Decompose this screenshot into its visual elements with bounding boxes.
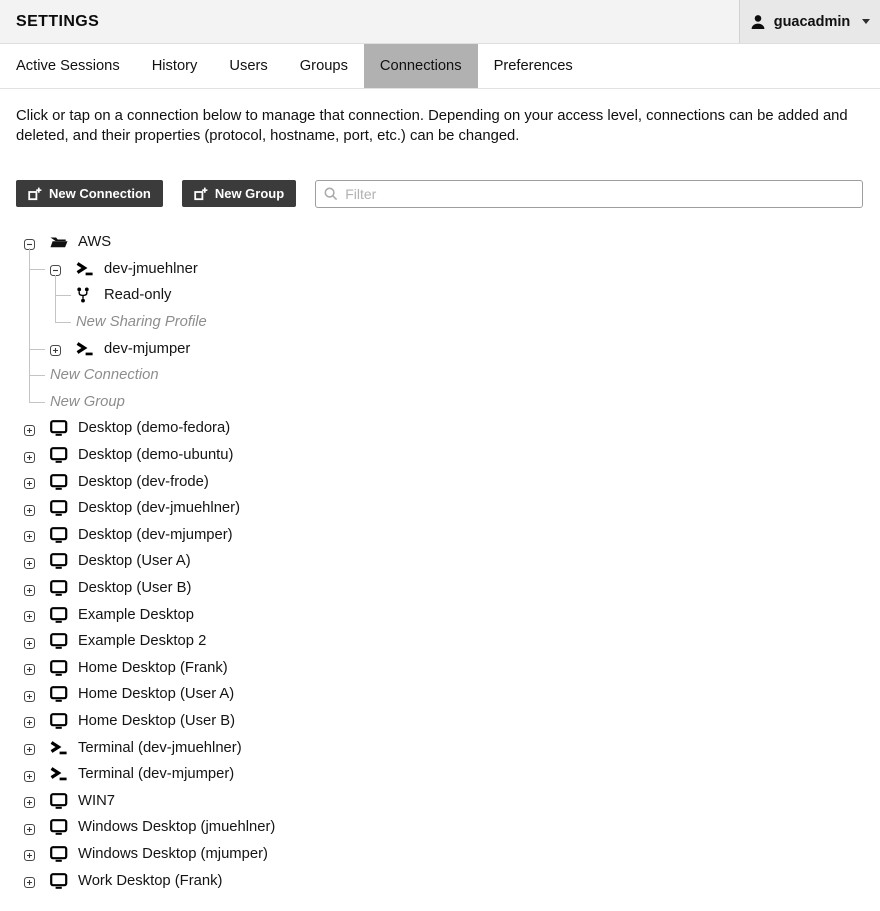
tab-active-sessions[interactable]: Active Sessions [16, 58, 120, 74]
terminal-icon [68, 335, 104, 362]
expand-toggle-icon[interactable] [24, 503, 35, 514]
toggle-cell [16, 229, 42, 256]
tree-connector-elbow [42, 309, 68, 336]
tree-item-label[interactable]: Desktop (dev-jmuehlner) [78, 500, 241, 517]
monitor-icon [42, 415, 78, 442]
toggle-cell [16, 841, 42, 868]
monitor-icon [42, 681, 78, 708]
add-object-icon [28, 187, 42, 201]
tree-connector-tee [42, 282, 68, 309]
toggle-cell [16, 468, 42, 495]
toggle-cell [16, 867, 42, 894]
tab-connections[interactable]: Connections [364, 44, 478, 88]
tree-item-label[interactable]: Home Desktop (User B) [78, 712, 236, 729]
monitor-icon [42, 522, 78, 549]
expand-toggle-icon[interactable] [24, 715, 35, 726]
tree-item[interactable] [16, 335, 864, 362]
monitor-icon [42, 628, 78, 655]
tree-item-label[interactable]: Terminal (dev-jmuehlner) [78, 739, 242, 756]
tree-item-label[interactable]: Terminal (dev-mjumper) [78, 766, 235, 783]
toggle-cell [16, 787, 42, 814]
tree-item[interactable] [16, 415, 864, 442]
tree-item-label[interactable]: New Connection [50, 367, 159, 384]
tree-item[interactable] [16, 309, 864, 336]
tree-item-label[interactable]: Desktop (dev-frode) [78, 473, 209, 490]
tree-item[interactable] [16, 655, 864, 682]
monitor-icon [42, 867, 78, 894]
collapse-toggle-icon[interactable] [24, 237, 35, 248]
tree-item-label[interactable]: Desktop (demo-fedora) [78, 420, 231, 437]
tree-item-label[interactable]: Home Desktop (User A) [78, 686, 235, 703]
monitor-icon [42, 575, 78, 602]
caret-down-icon [862, 19, 870, 24]
toggle-cell [16, 442, 42, 469]
monitor-icon [42, 468, 78, 495]
tab-history[interactable]: History [151, 58, 198, 74]
monitor-icon [42, 814, 78, 841]
toggle-cell [16, 495, 42, 522]
toggle-cell [16, 628, 42, 655]
monitor-icon [42, 601, 78, 628]
tree-item-label[interactable]: dev-mjumper [104, 340, 191, 357]
tree-item-label[interactable]: New Sharing Profile [76, 314, 207, 331]
tree-item[interactable] [16, 229, 864, 256]
tree-item[interactable] [16, 442, 864, 469]
tree-connector-v [16, 309, 42, 336]
monitor-icon [42, 495, 78, 522]
tree-item[interactable] [16, 841, 864, 868]
tree-item[interactable] [16, 814, 864, 841]
tab-preferences[interactable]: Preferences [493, 58, 573, 74]
expand-toggle-icon[interactable] [24, 875, 35, 886]
new-group-label: New Group [214, 186, 285, 201]
tree-item[interactable] [16, 362, 864, 389]
toggle-cell [42, 256, 68, 283]
connections-tree [16, 229, 864, 894]
toggle-cell [16, 814, 42, 841]
tree-item[interactable] [16, 601, 864, 628]
user-menu-button[interactable] [739, 0, 880, 43]
monitor-icon [42, 548, 78, 575]
tree-item-label[interactable]: Windows Desktop (jmuehlner) [78, 819, 276, 836]
new-connection-label: New Connection [49, 186, 151, 201]
tree-item[interactable] [16, 389, 864, 416]
tree-item-label[interactable]: Home Desktop (Frank) [78, 659, 228, 676]
toggle-cell [16, 734, 42, 761]
tree-connector-tee [16, 256, 42, 283]
toggle-cell [16, 761, 42, 788]
tree-item[interactable] [16, 522, 864, 549]
expand-toggle-icon[interactable] [24, 583, 35, 594]
tree-item[interactable] [16, 681, 864, 708]
tree-item[interactable] [16, 575, 864, 602]
monitor-icon [42, 708, 78, 735]
tree-item[interactable] [16, 256, 864, 283]
toolbar [16, 180, 864, 208]
add-object-icon [194, 187, 208, 201]
terminal-icon [42, 761, 78, 788]
page-title: SETTINGS [16, 12, 100, 30]
tree-item[interactable] [16, 734, 864, 761]
expand-toggle-icon[interactable] [24, 848, 35, 859]
tree-item-label[interactable]: New Group [50, 393, 125, 410]
tree-item[interactable] [16, 628, 864, 655]
toggle-cell [16, 548, 42, 575]
tree-item-label[interactable]: Example Desktop 2 [78, 633, 207, 650]
tree-item[interactable] [16, 468, 864, 495]
toggle-cell [16, 681, 42, 708]
tree-item-label[interactable]: Work Desktop (Frank) [78, 872, 223, 889]
page-description: Click or tap on a connection below to manage that connection. Depending on your access level, connections can be added and deleted, and their properties (protocol, hostname, port, etc.) can be changed. [16, 108, 848, 144]
toggle-cell [16, 655, 42, 682]
app-header [0, 0, 880, 44]
monitor-icon [42, 841, 78, 868]
tree-item-label[interactable]: Desktop (User B) [78, 580, 192, 597]
user-name: guacadmin [773, 13, 851, 30]
tree-item-label[interactable]: Windows Desktop (mjumper) [78, 845, 268, 862]
tree-item[interactable] [16, 548, 864, 575]
settings-tab-bar [0, 44, 880, 89]
expand-toggle-icon[interactable] [24, 689, 35, 700]
expand-toggle-icon[interactable] [24, 529, 35, 540]
expand-toggle-icon[interactable] [24, 662, 35, 673]
toggle-cell [42, 335, 68, 362]
expand-toggle-icon[interactable] [24, 636, 35, 647]
toggle-cell [16, 415, 42, 442]
collapse-toggle-icon[interactable] [50, 263, 61, 274]
filter-input[interactable] [345, 186, 854, 202]
tree-connector-tee [16, 335, 42, 362]
tab-groups[interactable]: Groups [299, 58, 348, 74]
branch-icon [68, 282, 104, 309]
expand-toggle-icon[interactable] [24, 423, 35, 434]
tree-connector-elbow [16, 389, 42, 416]
tree-item-label[interactable]: Example Desktop [78, 606, 194, 623]
expand-toggle-icon[interactable] [24, 822, 35, 833]
terminal-icon [68, 256, 104, 283]
toggle-cell [16, 601, 42, 628]
tree-item-label[interactable]: Read-only [104, 287, 172, 304]
filter-box [315, 180, 863, 208]
tree-item-label[interactable]: Desktop (User A) [78, 553, 191, 570]
tree-item[interactable] [16, 708, 864, 735]
tree-item[interactable] [16, 787, 864, 814]
user-icon [750, 14, 766, 30]
expand-toggle-icon[interactable] [24, 476, 35, 487]
expand-toggle-icon[interactable] [24, 769, 35, 780]
tree-connector-tee [16, 362, 42, 389]
tab-users[interactable]: Users [229, 58, 268, 74]
tree-item-label[interactable]: Desktop (dev-mjumper) [78, 526, 233, 543]
folder-icon [42, 229, 78, 256]
search-icon [324, 187, 338, 201]
monitor-icon [42, 442, 78, 469]
tree-item[interactable] [16, 761, 864, 788]
new-group-button[interactable] [182, 180, 296, 207]
expand-toggle-icon[interactable] [50, 343, 61, 354]
tree-item-label[interactable]: Desktop (demo-ubuntu) [78, 447, 234, 464]
connections-page [0, 89, 880, 894]
expand-toggle-icon[interactable] [24, 609, 35, 620]
expand-toggle-icon[interactable] [24, 556, 35, 567]
tree-item-label[interactable]: dev-jmuehlner [104, 260, 198, 277]
monitor-icon [42, 787, 78, 814]
toggle-cell [16, 708, 42, 735]
tree-item-label[interactable]: AWS [78, 234, 112, 251]
tree-connector-v [16, 282, 42, 309]
tree-item[interactable] [16, 282, 864, 309]
tree-item-label[interactable]: WIN7 [78, 792, 115, 809]
tree-item[interactable] [16, 495, 864, 522]
monitor-icon [42, 655, 78, 682]
toggle-cell [16, 575, 42, 602]
toggle-cell [16, 522, 42, 549]
expand-toggle-icon[interactable] [24, 795, 35, 806]
expand-toggle-icon[interactable] [24, 742, 35, 753]
expand-toggle-icon[interactable] [24, 450, 35, 461]
terminal-icon [42, 734, 78, 761]
new-connection-button[interactable] [16, 180, 163, 207]
tree-item[interactable] [16, 867, 864, 894]
